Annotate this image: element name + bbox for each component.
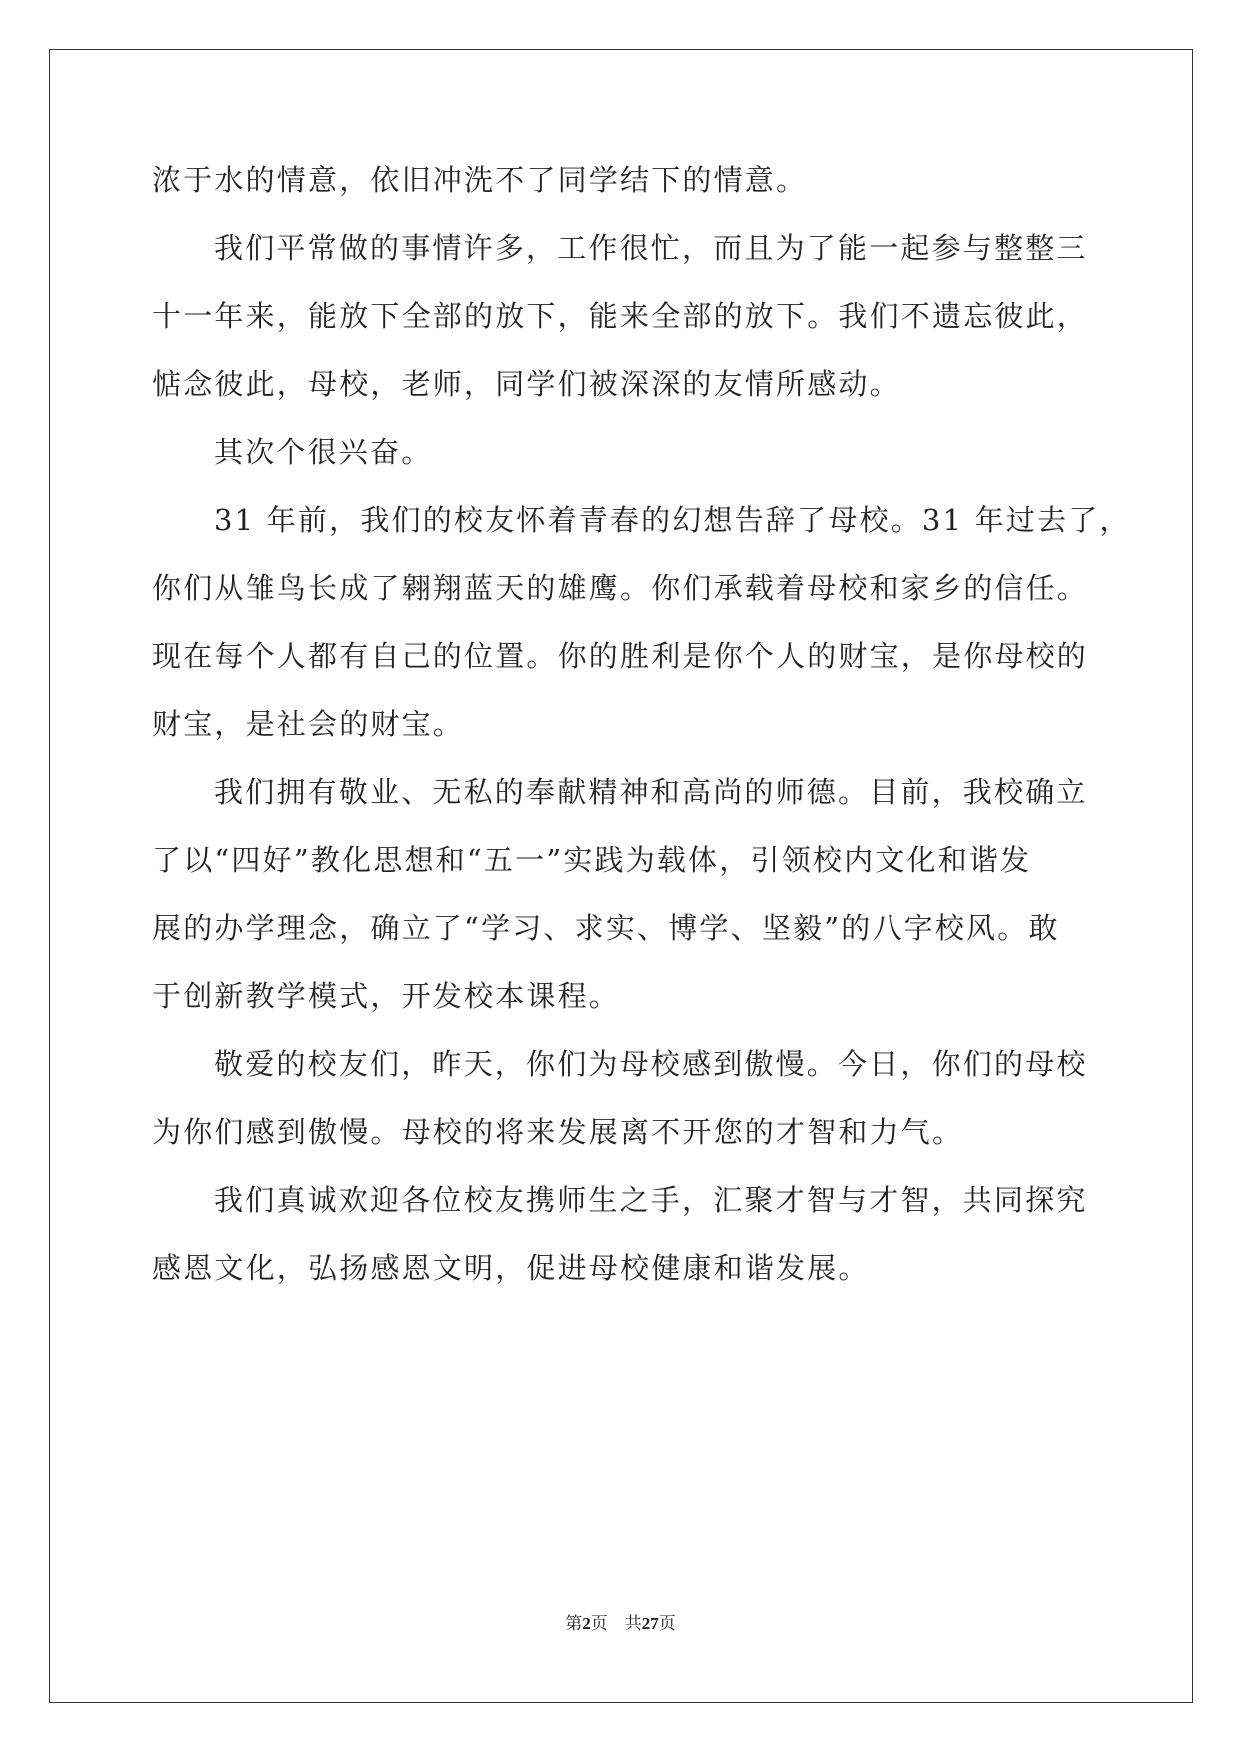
text-line: 敬爱的校友们，昨天，你们为母校感到傲慢。今日，你们的母校 bbox=[214, 1047, 1088, 1081]
text-line: 我们真诚欢迎各位校友携师生之手，汇聚才智与才智，共同探究 bbox=[214, 1183, 1088, 1217]
text-line: 感恩文化，弘扬感恩文明，促进母校健康和谐发展。 bbox=[152, 1251, 870, 1285]
text-line: 为你们感到傲慢。母校的将来发展离不开您的才智和力气。 bbox=[152, 1115, 964, 1149]
text-line: 财宝，是社会的财宝。 bbox=[152, 707, 465, 741]
text-line: 浓于水的情意，依旧冲洗不了同学结下的情意。 bbox=[152, 163, 808, 197]
text-line: 十一年来，能放下全部的放下，能来全部的放下。我们不遗忘彼此， bbox=[152, 299, 1089, 333]
text-line: 于创新教学模式，开发校本课程。 bbox=[152, 979, 621, 1013]
text-line: 惦念彼此，母校，老师，同学们被深深的友情所感动。 bbox=[152, 367, 901, 401]
page-suffix: 页 bbox=[590, 1614, 608, 1633]
page-number: 2 bbox=[582, 1614, 591, 1633]
text-line: 了以“四好”教化思想和“五一”实践为载体，引领校内文化和谐发 bbox=[152, 843, 1032, 877]
text-line: 其次个很兴奋。 bbox=[214, 435, 433, 469]
text-line: 我们平常做的事情许多，工作很忙，而且为了能一起参与整整三 bbox=[214, 231, 1088, 265]
page-footer bbox=[0, 1609, 1241, 1634]
text-line: 展的办学理念，确立了“学习、求实、博学、坚毅”的八字校风。敢 bbox=[152, 911, 1060, 945]
total-pages: 27 bbox=[641, 1614, 659, 1633]
page-prefix: 第 bbox=[565, 1614, 583, 1633]
text-line: 我们拥有敬业、无私的奉献精神和高尚的师德。目前，我校确立 bbox=[214, 775, 1088, 809]
total-suffix: 页 bbox=[658, 1614, 676, 1633]
text-line: 你们从雏鸟长成了翱翔蓝天的雄鹰。你们承载着母校和家乡的信任。 bbox=[152, 571, 1089, 605]
text-line: 现在每个人都有自己的位置。你的胜利是你个人的财宝，是你母校的 bbox=[152, 639, 1089, 673]
text-line: 31 年前，我们的校友怀着青春的幻想告辞了母校。31 年过去了， bbox=[214, 503, 1131, 537]
total-prefix: 共 bbox=[624, 1614, 642, 1633]
